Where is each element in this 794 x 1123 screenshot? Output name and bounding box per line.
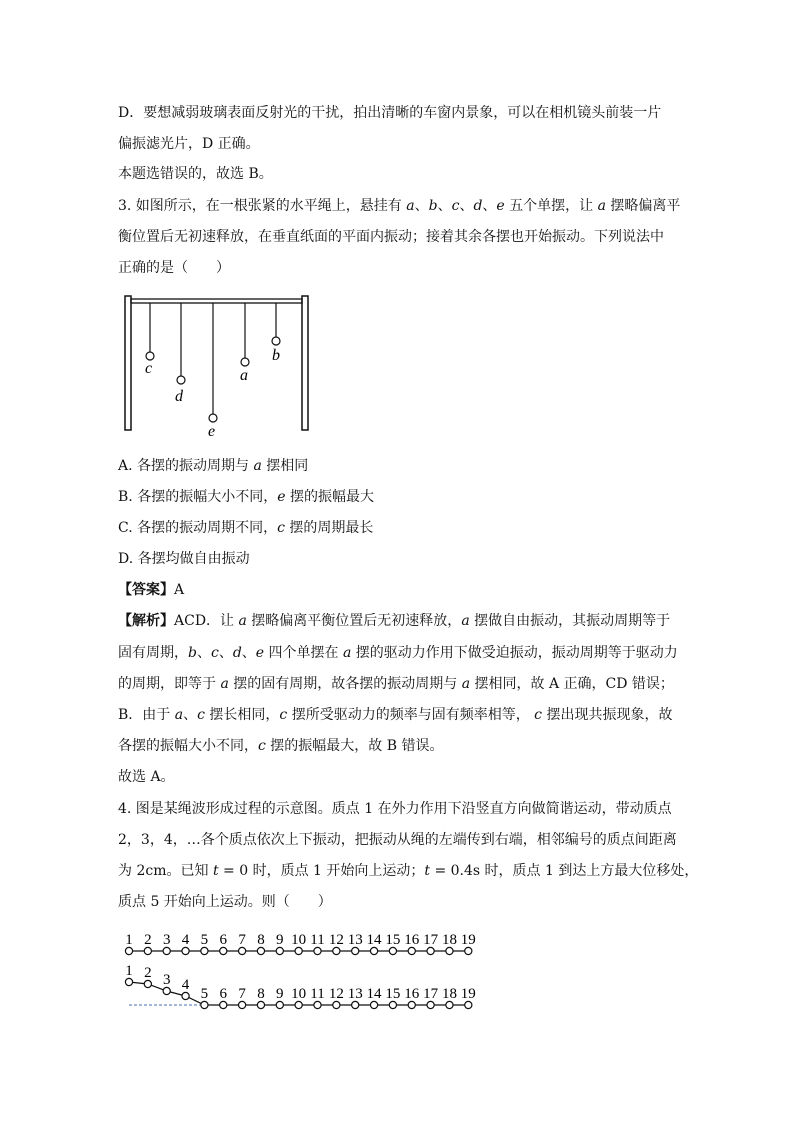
row2-label: 13 [347, 986, 363, 1002]
text: 、 [414, 198, 429, 214]
row2-particle [389, 1001, 396, 1008]
text: B．由于 [118, 707, 175, 723]
text: = 0 时，质点 1 开始向上运动； [218, 863, 425, 879]
row2-label: 6 [219, 986, 227, 1002]
row2-label: 9 [276, 986, 284, 1002]
text: B. 各摆的振幅大小不同， [118, 489, 278, 505]
q3-analysis-line6: 故选 A。 [118, 769, 175, 785]
row2-particle [239, 1001, 246, 1008]
row2-label: 12 [328, 986, 344, 1002]
row2-label: 1 [125, 963, 133, 979]
row1-particle [276, 947, 283, 954]
row1-label: 6 [219, 932, 227, 948]
var: b [188, 645, 197, 661]
var: a [342, 645, 352, 661]
pendulum-b [272, 303, 280, 364]
row2-particle [446, 1001, 453, 1008]
row2-particle [314, 1001, 321, 1008]
q3-option-b [118, 487, 374, 507]
label-d: d [175, 388, 183, 405]
var: c [534, 707, 542, 723]
row2-particle [276, 1001, 283, 1008]
text: 摆的周期最长 [284, 520, 374, 536]
text: 摆所受驱动力的频率与固有频率相等， [287, 707, 535, 723]
row2-label: 15 [385, 986, 401, 1002]
q3-stem-line1 [118, 196, 680, 216]
text: 四个单摆在 [264, 645, 343, 661]
text: 摆的振幅最大 [285, 489, 374, 505]
var: c [197, 707, 205, 723]
label-c: c [145, 360, 153, 377]
text: 的周期，即等于 [118, 676, 221, 692]
text: 摆的驱动力作用下做受迫振动，振动周期等于驱动力 [351, 645, 678, 661]
answer-tag: 【答案】 [118, 582, 174, 598]
text: ACD．让 [174, 613, 239, 629]
q3-analysis-line3 [118, 674, 674, 694]
var: e [277, 489, 286, 505]
var: d [232, 645, 242, 661]
text: 、 [183, 707, 198, 723]
pendulum-e [208, 303, 217, 440]
row1-label: 15 [385, 932, 401, 948]
pendulum-c [145, 303, 154, 377]
text: 摆相同 [261, 458, 309, 474]
text: 摆做自由振动，其振动周期等于 [469, 613, 671, 629]
text: C. 各摆的振动周期不同， [118, 520, 278, 536]
row1-particle [333, 947, 340, 954]
row2-particle [163, 987, 170, 994]
row2-particle [370, 1001, 377, 1008]
row1-particle [163, 947, 170, 954]
row1-label: 3 [162, 932, 171, 948]
row2-label: 7 [238, 986, 246, 1002]
row1-label: 16 [404, 932, 420, 948]
row1-particle [257, 947, 264, 954]
row2-particle [257, 1001, 264, 1008]
var: a [461, 613, 470, 629]
q3-analysis-line4 [118, 705, 672, 725]
row1-label: 5 [200, 932, 209, 948]
label-e: e [208, 423, 216, 440]
var: e [255, 645, 265, 661]
row1-label: 17 [423, 932, 439, 948]
row2-label: 5 [200, 986, 209, 1002]
row2-label: 2 [144, 965, 152, 981]
q4-stem-line2: 2，3，4，…各个质点依次上下振动，把振动从绳的左端传到右端，相邻编号的质点间距离 [118, 832, 677, 848]
q3-option-a [118, 456, 308, 476]
var-t: t [424, 863, 431, 879]
row1-particle [182, 947, 189, 954]
text: A. 各摆的振动周期与 [118, 458, 254, 474]
text: 、 [241, 645, 256, 661]
analysis-tag: 【解析】 [118, 613, 174, 629]
left-post [125, 296, 131, 430]
q3-analysis-line1 [118, 611, 670, 631]
row1-particle [446, 947, 453, 954]
row2-particle [295, 1001, 302, 1008]
pendulum-d [175, 303, 185, 405]
var-e: e [496, 198, 505, 214]
row2-particle [352, 1001, 359, 1008]
row2-label: 3 [162, 972, 171, 988]
text: = 0.4s 时，质点 1 到达上方最大位移处， [430, 863, 699, 879]
var: c [258, 738, 266, 754]
row2-label: 17 [423, 986, 439, 1002]
row2-label: 14 [366, 986, 382, 1002]
row1-label: 19 [460, 932, 476, 948]
q2-conclusion: 本题选错误的，故选 B。 [118, 166, 273, 182]
row2-particle [465, 1001, 472, 1008]
q3-answer [118, 580, 184, 600]
var: a [253, 458, 262, 474]
row2-label: 18 [441, 986, 457, 1002]
right-post [302, 296, 308, 430]
row1-particle [125, 947, 132, 954]
q4-stem-line3 [118, 861, 698, 881]
var: a [238, 613, 247, 629]
row2-particle [333, 1001, 340, 1008]
row1-particle [408, 947, 415, 954]
row2-particle [144, 980, 151, 987]
var: c [210, 645, 219, 661]
row1-label: 13 [347, 932, 363, 948]
row1-label: 7 [238, 932, 246, 948]
text: 3. 如图所示，在一根张紧的水平绳上，悬挂有 [118, 198, 407, 214]
q3-option-c [118, 518, 373, 538]
row1-label: 8 [257, 932, 265, 948]
option-d-line2: 偏振滤光片，D 正确。 [118, 136, 260, 152]
row2-particle [220, 1001, 227, 1008]
row1-particle [295, 947, 302, 954]
row1-particle [427, 947, 434, 954]
label-a: a [240, 367, 248, 384]
var: a [220, 676, 229, 692]
var-a: a [406, 198, 415, 214]
row2-label: 8 [257, 986, 265, 1002]
text: 五个单摆，让 [504, 198, 598, 214]
horizontal-rope [131, 299, 302, 303]
row1-particle [352, 947, 359, 954]
text: 摆的固有周期，故各摆的振动周期与 [228, 676, 462, 692]
q3-stem-line2: 衡位置后无初速释放，在垂直纸面的平面内振动；接着其余各摆也开始振动。下列说法中 [118, 229, 664, 245]
label-b: b [272, 347, 280, 364]
q3-analysis-line2 [118, 643, 678, 663]
row1-particle [314, 947, 321, 954]
text: 、 [482, 198, 497, 214]
q3-option-d: D. 各摆均做自由振动 [118, 551, 250, 567]
text: 各摆的振幅大小不同， [118, 738, 258, 754]
text: 摆出现共振现象，故 [542, 707, 673, 723]
pendulum-figure [118, 290, 318, 440]
row1-particles [125, 932, 476, 955]
row1-label: 1 [125, 932, 133, 948]
text: 为 2cm。已知 [118, 863, 213, 879]
row2-particle [408, 1001, 415, 1008]
var: c [279, 707, 288, 723]
text: 、 [218, 645, 233, 661]
row2-label: 11 [310, 986, 325, 1002]
row1-label: 9 [276, 932, 284, 948]
row2-particle [427, 1001, 434, 1008]
row2-particle [182, 992, 189, 999]
text: 摆相同，故 A 正确，CD 错误； [470, 676, 674, 692]
row1-particle [465, 947, 472, 954]
row1-particle [239, 947, 246, 954]
row2-particle [125, 978, 132, 985]
text: 、 [437, 198, 452, 214]
row2-label: 16 [404, 986, 420, 1002]
row1-label: 2 [144, 932, 152, 948]
row1-label: 14 [366, 932, 382, 948]
var-d: d [473, 198, 483, 214]
var: a [174, 707, 184, 723]
row1-label: 10 [291, 932, 307, 948]
row1-particle [201, 947, 208, 954]
row2-particle [201, 1001, 208, 1008]
q4-stem-line1: 4. 图是某绳波形成过程的示意图。质点 1 在外力作用下沿竖直方向做简谐运动，带动质点 [118, 801, 672, 817]
var-b: b [428, 198, 438, 214]
q4-stem-line4: 质点 5 开始向上运动。则（ ） [118, 894, 332, 910]
row1-particle [144, 947, 151, 954]
var-a: a [597, 198, 606, 214]
text: 摆略偏离平 [605, 198, 681, 214]
row1-label: 4 [181, 932, 190, 948]
text: 、 [459, 198, 474, 214]
row2-label: 10 [291, 986, 307, 1002]
row2-label: 4 [181, 977, 190, 993]
row2-particles [125, 963, 476, 1009]
q3-stem-line3: 正确的是（ ） [118, 260, 230, 276]
text: 摆长相同， [204, 707, 280, 723]
var: c [277, 520, 285, 536]
row1-label: 11 [310, 932, 325, 948]
answer-value: A [174, 582, 185, 598]
row1-particle [389, 947, 396, 954]
var: a [461, 676, 471, 692]
row1-label: 12 [328, 932, 344, 948]
rope-wave-figure [118, 925, 488, 1015]
option-d-line1: D．要想减弱玻璃表面反射光的干扰，拍出清晰的车窗内景象，可以在相机镜头前装一片 [118, 105, 662, 121]
var-t: t [212, 863, 219, 879]
text: 摆略偏离平衡位置后无初速释放， [246, 613, 462, 629]
text: 固有周期， [118, 645, 188, 661]
row1-particle [220, 947, 227, 954]
text: 、 [196, 645, 211, 661]
row2-label: 19 [460, 986, 476, 1002]
row1-particle [370, 947, 377, 954]
pendulum-a [240, 303, 249, 384]
row1-label: 18 [441, 932, 457, 948]
text: 摆的振幅最大，故 B 错误。 [265, 738, 444, 754]
q3-analysis-line5 [118, 736, 443, 756]
var-c: c [451, 198, 460, 214]
